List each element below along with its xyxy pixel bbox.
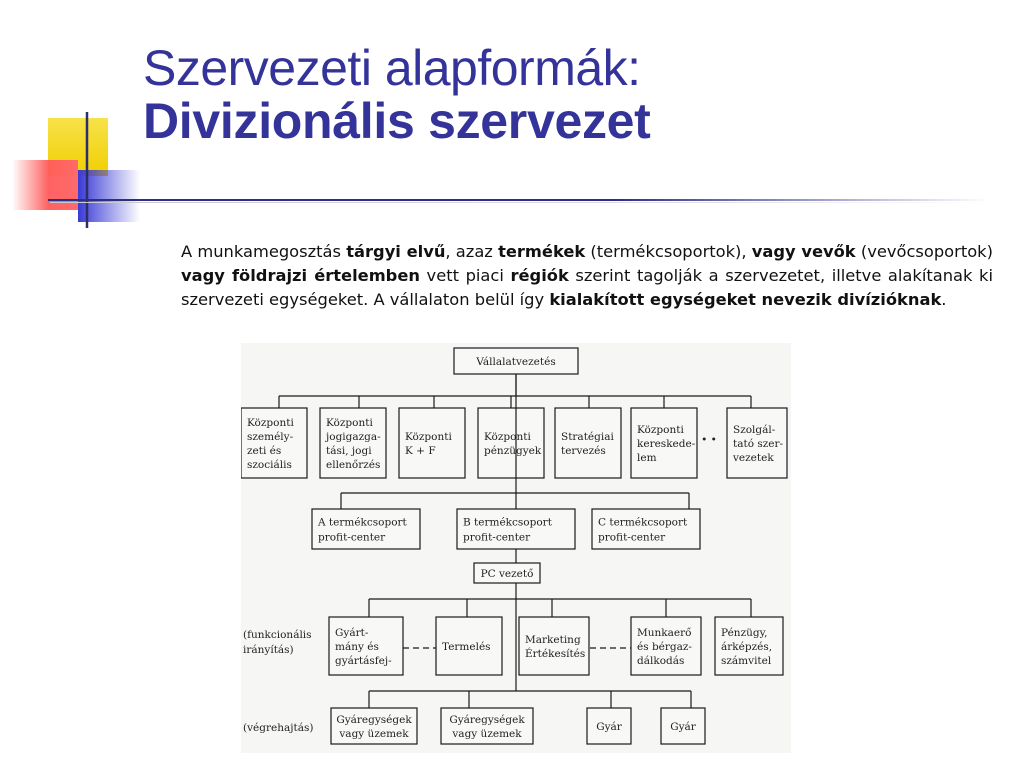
label-functional-2: irányítás) — [243, 644, 294, 656]
paragraph-text: A munkamegosztás — [181, 242, 347, 261]
functional-unit-4-text: dálkodás — [637, 655, 685, 667]
staff-unit-6-text: kereskede- — [637, 438, 696, 450]
staff-unit-2-text: tási, jogi — [326, 445, 372, 457]
division-2-text: B termékcsoport — [463, 516, 552, 529]
functional-unit-3-box — [519, 617, 589, 675]
staff-unit-1-text: Központi — [247, 417, 294, 429]
paragraph-bold-term: kialakított egységeket nevezik divízióknak — [549, 290, 942, 309]
functional-unit-1-text: mány és — [335, 641, 379, 653]
division-3-text: C termékcsoport — [598, 516, 688, 529]
functional-unit-4-text: és bérgaz- — [637, 641, 692, 653]
org-chart — [241, 343, 791, 753]
staff-unit-7-text: tató szer- — [733, 438, 784, 450]
functional-unit-2-text: Termelés — [442, 641, 491, 653]
staff-unit-2-text: Központi — [326, 417, 373, 429]
production-unit-3-text: Gyár — [596, 721, 622, 733]
functional-unit-5-text: Pénzügy, — [721, 627, 768, 639]
staff-unit-1-text: személy- — [247, 431, 294, 443]
staff-unit-6-text: lem — [637, 452, 657, 464]
staff-unit-1-text: szociális — [247, 459, 292, 471]
division-1-text: profit-center — [318, 531, 386, 544]
paragraph-bold-term: termékek — [498, 242, 586, 261]
functional-unit-1-text: gyártásfej- — [335, 655, 392, 667]
text-top-management: Vállalatvezetés — [476, 356, 556, 368]
slide-title — [143, 42, 651, 147]
paragraph-bold-term: régiók — [510, 266, 569, 285]
paragraph-bold-term: vagy földrajzi értelemben — [181, 266, 420, 285]
paragraph-bold-term: tárgyi elvű — [346, 242, 446, 261]
paragraph-text: , azaz — [445, 242, 499, 261]
staff-unit-5-box — [555, 408, 621, 478]
division-2-text: profit-center — [463, 531, 531, 544]
title-underline-shadow — [50, 202, 990, 203]
paragraph-text: (termékcsoportok), — [585, 242, 752, 261]
paragraph-bold-term: vagy vevők — [751, 242, 856, 261]
org-chart-image — [241, 343, 791, 753]
paragraph-text: (vevőcsoportok) — [855, 242, 993, 261]
paragraph-text: vett piaci — [419, 266, 511, 285]
functional-unit-5-text: számvitel — [721, 655, 772, 667]
staff-unit-6-text: Központi — [637, 424, 684, 436]
staff-unit-7-text: vezetek — [733, 452, 774, 464]
title-underline — [50, 199, 990, 201]
staff-unit-5-text: Stratégiai — [561, 431, 614, 443]
functional-unit-3-text: Értékesítés — [525, 648, 586, 660]
production-unit-1-text: Gyáregységek — [336, 714, 412, 726]
description-paragraph — [181, 240, 993, 312]
label-execution: (végrehajtás) — [243, 722, 314, 734]
division-1-text: A termékcsoport — [318, 516, 407, 529]
production-unit-2-text: Gyáregységek — [449, 714, 525, 726]
staff-unit-4-text: pénzügyek — [484, 445, 542, 457]
production-unit-2-text: vagy üzemek — [452, 728, 522, 740]
staff-unit-4-text: Központi — [484, 431, 531, 443]
staff-unit-2-text: ellenőrzés — [326, 459, 381, 471]
staff-ellipsis: • • — [701, 434, 717, 446]
title-line-2: Divizionális szervezet — [143, 92, 651, 149]
staff-unit-7-text: Szolgál- — [733, 424, 776, 436]
functional-unit-4-text: Munkaerő — [637, 627, 692, 639]
label-functional-1: (funkcionális — [243, 629, 312, 641]
production-unit-1-text: vagy üzemek — [339, 728, 409, 740]
paragraph-text: . — [941, 290, 947, 309]
functional-unit-5-text: árképzés, — [721, 641, 773, 653]
functional-unit-3-text: Marketing — [525, 634, 581, 646]
staff-unit-3-text: Központi — [405, 431, 452, 443]
division-3-text: profit-center — [598, 531, 666, 544]
staff-unit-3-text: K + F — [405, 445, 436, 457]
production-unit-4-text: Gyár — [670, 721, 696, 733]
text-pc-manager: PC vezető — [480, 568, 534, 580]
staff-unit-2-text: jogigazga- — [326, 431, 381, 443]
staff-unit-1-text: zeti és — [247, 445, 282, 457]
staff-unit-3-box — [399, 408, 465, 478]
title-line-1: Szervezeti alapformák: — [143, 40, 641, 96]
functional-unit-1-text: Gyárt- — [335, 627, 369, 639]
paragraph-text: szerint tagolják a szervezetet, illetve alakítanak ki szervezeti egységeket. A vállalaton belül így — [181, 266, 993, 309]
staff-unit-4-box — [478, 408, 544, 478]
staff-unit-5-text: tervezés — [561, 445, 606, 457]
